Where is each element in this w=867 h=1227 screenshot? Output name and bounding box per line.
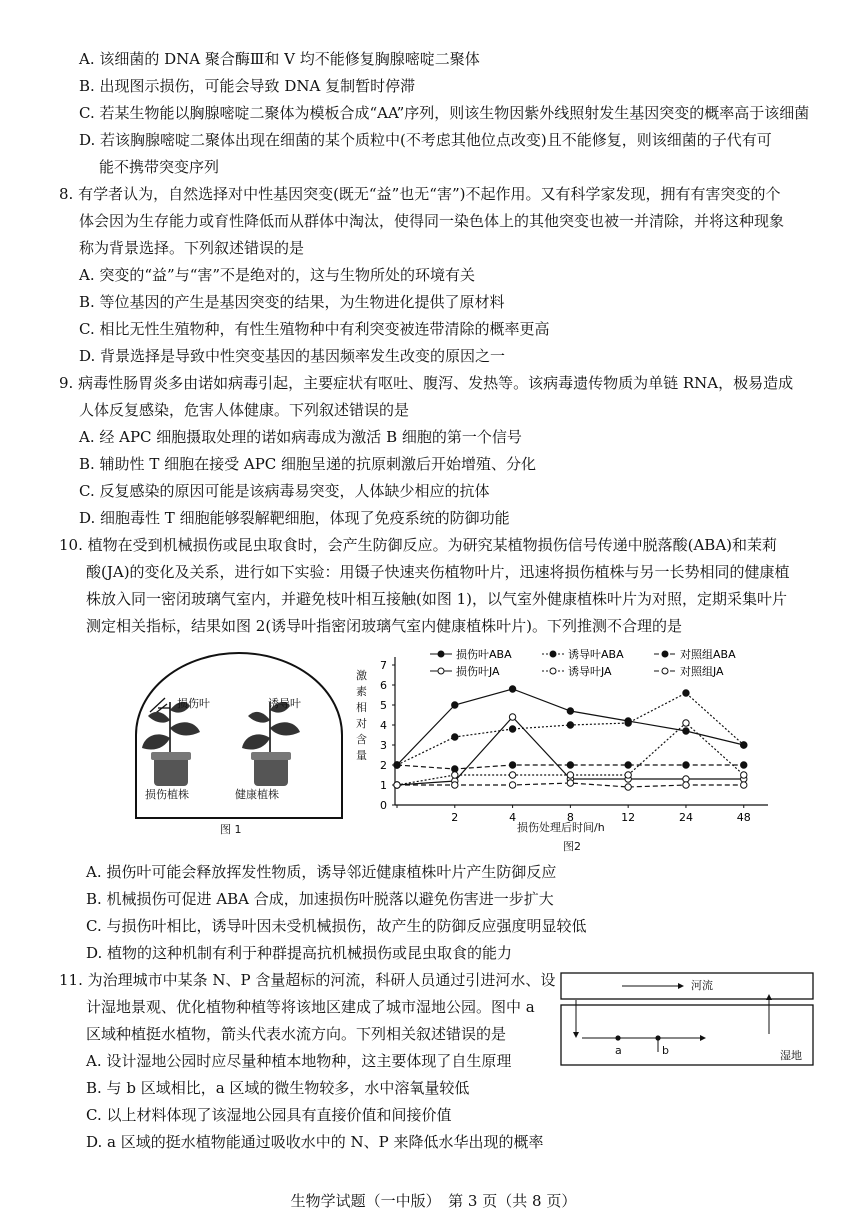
chart-xlabel: 损伤处理后时间/h xyxy=(517,821,605,834)
fig1-caption: 图 1 xyxy=(220,823,242,836)
chart-data-point xyxy=(567,708,573,714)
wetland-label: 湿地 xyxy=(780,1049,802,1062)
figure-river-wetland xyxy=(560,972,815,1067)
chart-data-point xyxy=(625,762,631,768)
fig2-caption: 图2 xyxy=(563,840,581,853)
chart-y-tick-label: 4 xyxy=(380,719,387,732)
chart-data-point xyxy=(509,686,515,692)
chart-data-point xyxy=(741,742,747,748)
chart-data-point xyxy=(683,720,689,726)
q7-option-c: C. 若某生物能以胸腺嘧啶二聚体为模板合成“AA”序列，则该生物因紫外线照射发生基因突变的概率高于该细菌 xyxy=(79,104,810,122)
q9-option-c: C. 反复感染的原因可能是该病毒易突变，人体缺少相应的抗体 xyxy=(79,482,490,500)
q8-option-a: A. 突变的“益”与“害”不是绝对的，这与生物所处的环境有关 xyxy=(79,266,476,284)
chart-data-point xyxy=(394,762,400,768)
chart-data-point xyxy=(741,762,747,768)
chart-data-point xyxy=(509,714,515,720)
q9-option-d: D. 细胞毒性 T 细胞能够裂解靶细胞，体现了免疫系统的防御功能 xyxy=(79,509,510,527)
chart-series-line xyxy=(397,693,744,765)
q11-option-a: A. 设计湿地公园时应尽量种植本地物种，这主要体现了自生原理 xyxy=(86,1052,512,1070)
q10-option-a: A. 损伤叶可能会释放挥发性物质，诱导邻近健康植株叶片产生防御反应 xyxy=(86,863,557,881)
q9-stem-2: 人体反复感染，危害人体健康。下列叙述错误的是 xyxy=(79,401,410,419)
chart-data-point xyxy=(509,726,515,732)
damaged-plant-icon xyxy=(142,702,200,786)
chart-data-point xyxy=(567,780,573,786)
q8-stem-3: 称为背景选择。下列叙述错误的是 xyxy=(79,239,305,257)
chart-data-point xyxy=(625,784,631,790)
q7-option-b: B. 出现图示损伤，可能会导致 DNA 复制暂时停滞 xyxy=(79,77,416,95)
chart-data-point xyxy=(567,772,573,778)
chart-y-tick-label: 1 xyxy=(380,779,387,792)
chart-data-point xyxy=(625,772,631,778)
q11-option-c: C. 以上材料体现了该湿地公园具有直接价值和间接价值 xyxy=(86,1106,452,1124)
q10-option-b: B. 机械损伤可促进 ABA 合成，加速损伤叶脱落以避免伤害进一步扩大 xyxy=(86,890,554,908)
q8-stem-1: 8. 有学者认为，自然选择对中性基因突变(既无“益”也无“害”)不起作用。又有科学家发现，拥有有害突变的个 xyxy=(59,185,781,203)
chart-data-point xyxy=(683,728,689,734)
legend-marker xyxy=(550,668,556,674)
q10-stem-3: 株放入同一密闭玻璃气室内，并避免枝叶相互接触(如图 1)，以气室外健康植株叶片为对照，定期采集叶片 xyxy=(86,590,788,608)
legend-label: 诱导叶ABA xyxy=(568,648,624,661)
chart-x-tick-label: 4 xyxy=(509,811,517,824)
chart-data-point xyxy=(683,762,689,768)
legend-label: 对照组ABA xyxy=(680,648,736,661)
q8-stem-2: 体会因为生存能力或育性降低而从群体中淘汰，使得同一染色体上的其他突变也被一并清除，并将这种现象 xyxy=(79,212,785,230)
figure-1-chamber xyxy=(130,650,355,845)
q11-option-d: D. a 区域的挺水植物能通过吸收水中的 N、P 来降低水华出现的概率 xyxy=(86,1133,544,1151)
q9-option-a: A. 经 APC 细胞摄取处理的诺如病毒成为激活 B 细胞的第一个信号 xyxy=(79,428,522,446)
chart-data-point xyxy=(452,702,458,708)
q7-option-a: A. 该细菌的 DNA 聚合酶Ⅲ和 V 均不能修复胸腺嘧啶二聚体 xyxy=(79,50,480,68)
q11-stem-2: 计湿地景观、优化植物种植等将该地区建成了城市湿地公园。图中 a xyxy=(86,998,535,1016)
q8-option-c: C. 相比无性生殖物种，有性生殖物种中有利突变被连带清除的概率更高 xyxy=(79,320,550,338)
q10-option-c: C. 与损伤叶相比，诱导叶因未受机械损伤，故产生的防御反应强度明显较低 xyxy=(86,917,587,935)
q10-stem-1: 10. 植物在受到机械损伤或昆虫取食时，会产生防御反应。为研究某植物损伤信号传递中脱落酸(ABA)和茉莉 xyxy=(59,536,778,554)
legend-marker xyxy=(550,651,556,657)
page-footer: 生物学试题（一中版） 第 3 页（共 8 页） xyxy=(290,1192,577,1210)
legend-marker xyxy=(438,651,444,657)
legend-marker xyxy=(438,668,444,674)
legend-marker xyxy=(662,668,668,674)
q7-option-d-cont: 能不携带突变序列 xyxy=(99,158,220,176)
q8-option-b: B. 等位基因的产生是基因突变的结果，为生物进化提供了原材料 xyxy=(79,293,505,311)
chart-x-tick-label: 48 xyxy=(736,811,751,824)
q10-stem-2: 酸(JA)的变化及关系，进行如下实验：用镊子快速夹伤植物叶片，迅速将损伤植株与另一长势相同的健康植 xyxy=(86,563,790,581)
legend-label: 对照组JA xyxy=(680,665,724,678)
chart-y-tick-label: 6 xyxy=(380,679,387,692)
chart-y-tick-label: 3 xyxy=(380,739,387,752)
chart-ylabel: 激素相对含量 xyxy=(356,669,367,762)
chart-data-point xyxy=(452,782,458,788)
point-a-label: a xyxy=(615,1044,622,1057)
chart-data-point xyxy=(452,772,458,778)
q11-option-b: B. 与 b 区域相比，a 区域的微生物较多，水中溶氧量较低 xyxy=(86,1079,470,1097)
q9-option-b: B. 辅助性 T 细胞在接受 APC 细胞呈递的抗原刺激后开始增殖、分化 xyxy=(79,455,537,473)
river-label: 河流 xyxy=(691,979,713,992)
legend-label: 损伤叶ABA xyxy=(456,648,512,661)
chart-x-tick-label: 2 xyxy=(451,811,459,824)
point-b-label: b xyxy=(662,1044,669,1057)
chart-x-tick-label: 8 xyxy=(566,811,574,824)
chart-y-tick-label: 2 xyxy=(380,759,387,772)
chart-data-point xyxy=(625,720,631,726)
chart-y-tick-label: 0 xyxy=(380,799,387,812)
chart-data-point xyxy=(394,782,400,788)
fig1-label-damaged-plant: 损伤植株 xyxy=(145,788,189,801)
healthy-plant-icon xyxy=(242,702,300,786)
chart-data-point xyxy=(452,766,458,772)
chart-x-tick-label: 12 xyxy=(621,811,636,824)
chart-data-point xyxy=(683,782,689,788)
chart-y-tick-label: 5 xyxy=(380,699,387,712)
chart-data-point xyxy=(452,734,458,740)
chart-data-point xyxy=(741,772,747,778)
chart-data-point xyxy=(509,782,515,788)
fig1-label-damaged-leaf: 损伤叶 xyxy=(177,697,210,710)
legend-label: 诱导叶JA xyxy=(568,665,612,678)
q7-option-d: D. 若该胸腺嘧啶二聚体出现在细菌的某个质粒中(不考虑其他位点改变)且不能修复，则该细菌的子代有可 xyxy=(79,131,772,149)
chart-data-point xyxy=(683,776,689,782)
q10-stem-4: 测定相关指标，结果如图 2(诱导叶指密闭玻璃气室内健康植株叶片)。下列推测不合理的是 xyxy=(86,617,683,635)
q11-stem-1: 11. 为治理城市中某条 N、P 含量超标的河流，科研人员通过引进河水、设 xyxy=(59,971,556,989)
chart-x-tick-label: 24 xyxy=(678,811,693,824)
legend-label: 损伤叶JA xyxy=(456,665,500,678)
q10-option-d: D. 植物的这种机制有利于种群提高抗机械损伤或昆虫取食的能力 xyxy=(86,944,513,962)
q11-stem-3: 区域种植挺水植物，箭头代表水流方向。下列相关叙述错误的是 xyxy=(86,1025,507,1043)
q8-option-d: D. 背景选择是导致中性突变基因的基因频率发生改变的原因之一 xyxy=(79,347,506,365)
legend-marker xyxy=(662,651,668,657)
chart-data-point xyxy=(509,762,515,768)
chart-data-point xyxy=(741,782,747,788)
chart-data-point xyxy=(509,772,515,778)
fig1-label-induced-leaf: 诱导叶 xyxy=(268,697,301,710)
chart-data-point xyxy=(683,690,689,696)
chart-data-point xyxy=(567,762,573,768)
chart-data-point xyxy=(567,722,573,728)
q9-stem-1: 9. 病毒性肠胃炎多由诺如病毒引起，主要症状有呕吐、腹泻、发热等。该病毒遗传物质为单链 RNA，极易造成 xyxy=(59,374,794,392)
fig1-label-healthy-plant: 健康植株 xyxy=(235,788,279,801)
chart-y-tick-label: 7 xyxy=(380,659,387,672)
